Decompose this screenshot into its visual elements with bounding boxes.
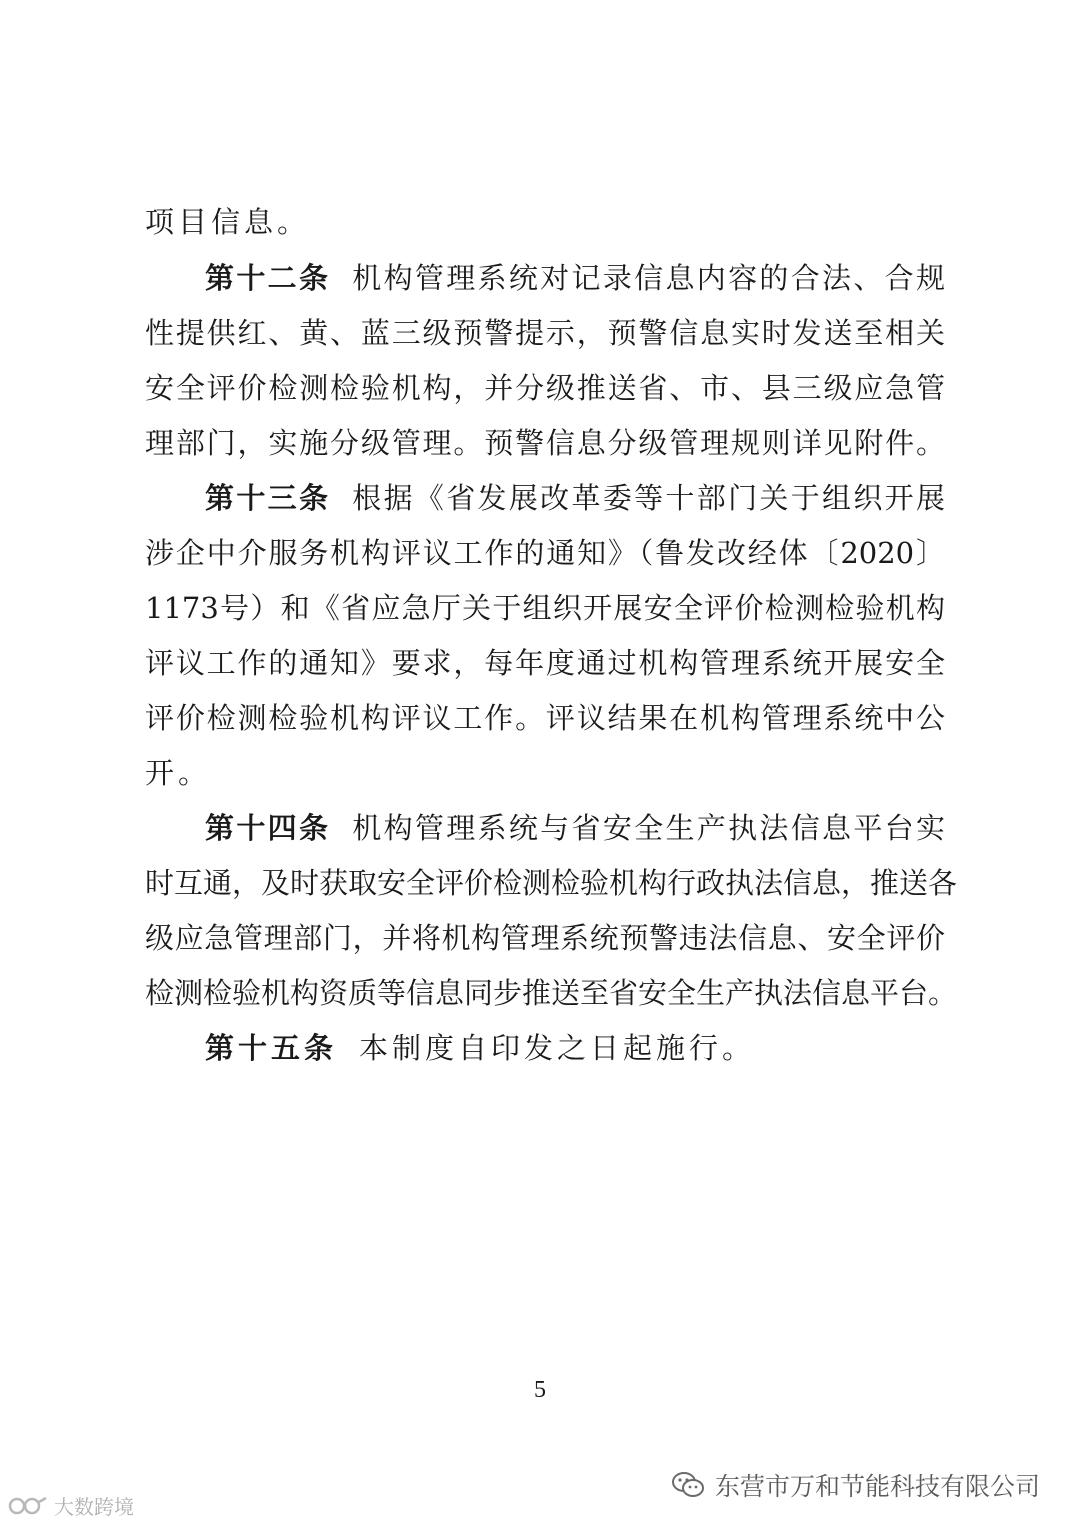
wechat-icon	[671, 1471, 705, 1499]
text-line-1: 项目信息。	[145, 205, 311, 239]
article-13-line-1: 第十三条 根据《省发展改革委等十部门关于组织开展	[205, 481, 945, 515]
article-15-heading: 第十五条	[205, 1031, 338, 1065]
text-line-15: 检测检验机构资质等信息同步推送至省安全生产执法信息平台。	[145, 976, 958, 1010]
text-line-4: 安全评价检测检验机构，并分级推送省、市、县三级应急管	[145, 371, 945, 405]
text-line-10: 评价检测检验机构评议工作。评议结果在机构管理系统中公	[145, 701, 945, 735]
site-watermark	[8, 1491, 134, 1520]
text-line-7: 涉企中介服务机构评议工作的通知》（鲁发改经体〔2020〕	[145, 536, 945, 570]
article-14-heading: 第十四条	[205, 811, 331, 845]
article-12-line-1: 第十二条 机构管理系统对记录信息内容的合法、合规	[205, 261, 945, 295]
text-line-3: 性提供红、黄、蓝三级预警提示，预警信息实时发送至相关	[145, 316, 945, 350]
article-14-line-1: 第十四条 机构管理系统与省安全生产执法信息平台实	[205, 811, 945, 845]
page-number: 5	[534, 1377, 546, 1403]
article-12-heading: 第十二条	[205, 261, 331, 295]
article-15-line-1: 第十五条 本制度自印发之日起施行。	[205, 1031, 756, 1065]
text-line-14: 级应急管理部门，并将机构管理系统预警违法信息、安全评价	[145, 921, 945, 955]
site-logo-icon	[8, 1494, 48, 1518]
site-name: 大数跨境	[54, 1495, 134, 1519]
account-name: 东营市万和节能科技有限公司	[714, 1472, 1040, 1501]
account-watermark	[671, 1467, 1040, 1503]
text-line-8: 1173号）和《省应急厅关于组织开展安全评价检测检验机构	[145, 591, 945, 625]
text-line-5: 理部门，实施分级管理。预警信息分级管理规则详见附件。	[145, 426, 945, 460]
text-line-13: 时互通，及时获取安全评价检测检验机构行政执法信息，推送各	[145, 866, 958, 900]
text-line-9: 评议工作的通知》要求，每年度通过机构管理系统开展安全	[145, 646, 945, 680]
text-line-11: 开。	[145, 756, 212, 790]
article-13-heading: 第十三条	[205, 481, 331, 515]
